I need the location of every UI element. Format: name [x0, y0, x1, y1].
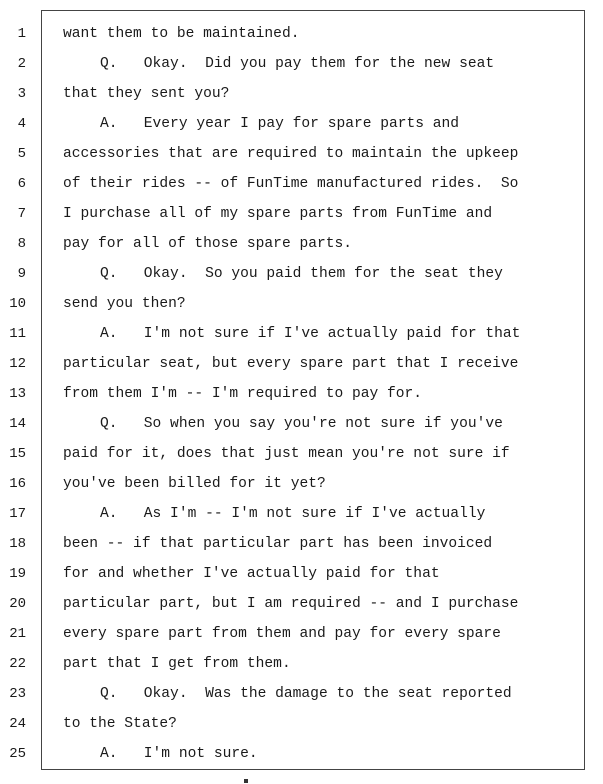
line-text: A. As I'm -- I'm not sure if I've actually [100, 506, 486, 522]
line-text: A. Every year I pay for spare parts and [100, 116, 460, 132]
transcript-line [0, 49, 603, 79]
line-number: 25 [9, 746, 26, 762]
line-text: pay for all of those spare parts. [63, 236, 353, 252]
line-number: 24 [9, 716, 26, 732]
line-text: been -- if that particular part has been invoiced [63, 536, 493, 552]
line-number: 5 [17, 146, 26, 162]
transcript-line [0, 679, 603, 709]
line-number: 22 [9, 656, 26, 672]
line-number: 2 [17, 56, 26, 72]
line-text: A. I'm not sure. [100, 746, 258, 762]
transcript-line [0, 499, 603, 529]
transcript-line [0, 589, 603, 619]
transcript-line [0, 739, 603, 769]
line-text: Q. Okay. So you paid them for the seat they [100, 266, 503, 282]
line-number: 9 [17, 266, 26, 282]
line-number: 4 [17, 116, 26, 132]
transcript-line [0, 289, 603, 319]
transcript-line [0, 319, 603, 349]
line-number: 21 [9, 626, 26, 642]
line-text: part that I get from them. [63, 656, 291, 672]
transcript-line [0, 199, 603, 229]
transcript-line [0, 349, 603, 379]
transcript-line [0, 619, 603, 649]
line-number: 1 [17, 26, 26, 42]
line-number: 7 [17, 206, 26, 222]
transcript-line [0, 19, 603, 49]
line-text: for and whether I've actually paid for that [63, 566, 440, 582]
line-number: 8 [17, 236, 26, 252]
transcript-line [0, 109, 603, 139]
line-text: I purchase all of my spare parts from FunTime and [63, 206, 493, 222]
line-text: every spare part from them and pay for every spare [63, 626, 501, 642]
line-number: 12 [9, 356, 26, 372]
transcript-line [0, 229, 603, 259]
transcript-line [0, 379, 603, 409]
line-number: 15 [9, 446, 26, 462]
line-text: particular seat, but every spare part that I receive [63, 356, 519, 372]
line-number: 11 [9, 326, 26, 342]
line-number: 19 [9, 566, 26, 582]
transcript-line [0, 649, 603, 679]
line-number: 14 [9, 416, 26, 432]
line-text: of their rides -- of FunTime manufactured rides. So [63, 176, 519, 192]
line-number: 18 [9, 536, 26, 552]
page-footer-mark [244, 779, 248, 783]
line-text: paid for it, does that just mean you're not sure if [63, 446, 510, 462]
line-number: 6 [17, 176, 26, 192]
line-number: 10 [9, 296, 26, 312]
line-text: Q. So when you say you're not sure if you've [100, 416, 503, 432]
line-number: 20 [9, 596, 26, 612]
transcript-line [0, 409, 603, 439]
line-number: 13 [9, 386, 26, 402]
line-text: that they sent you? [63, 86, 230, 102]
line-number: 16 [9, 476, 26, 492]
line-text: A. I'm not sure if I've actually paid for that [100, 326, 521, 342]
transcript-line [0, 469, 603, 499]
line-text: to the State? [63, 716, 177, 732]
transcript-line [0, 259, 603, 289]
transcript-line [0, 79, 603, 109]
line-text: Q. Okay. Was the damage to the seat reported [100, 686, 512, 702]
transcript-line [0, 139, 603, 169]
line-text: from them I'm -- I'm required to pay for. [63, 386, 423, 402]
transcript-line [0, 439, 603, 469]
line-text: want them to be maintained. [63, 26, 300, 42]
transcript-line [0, 529, 603, 559]
line-number: 23 [9, 686, 26, 702]
line-text: accessories that are required to maintain the upkeep [63, 146, 519, 162]
line-number: 17 [9, 506, 26, 522]
line-text: Q. Okay. Did you pay them for the new seat [100, 56, 495, 72]
line-text: send you then? [63, 296, 186, 312]
transcript-line [0, 709, 603, 739]
line-text: you've been billed for it yet? [63, 476, 326, 492]
transcript-line [0, 169, 603, 199]
line-text: particular part, but I am required -- and I purchase [63, 596, 519, 612]
line-number: 3 [17, 86, 26, 102]
transcript-line [0, 559, 603, 589]
